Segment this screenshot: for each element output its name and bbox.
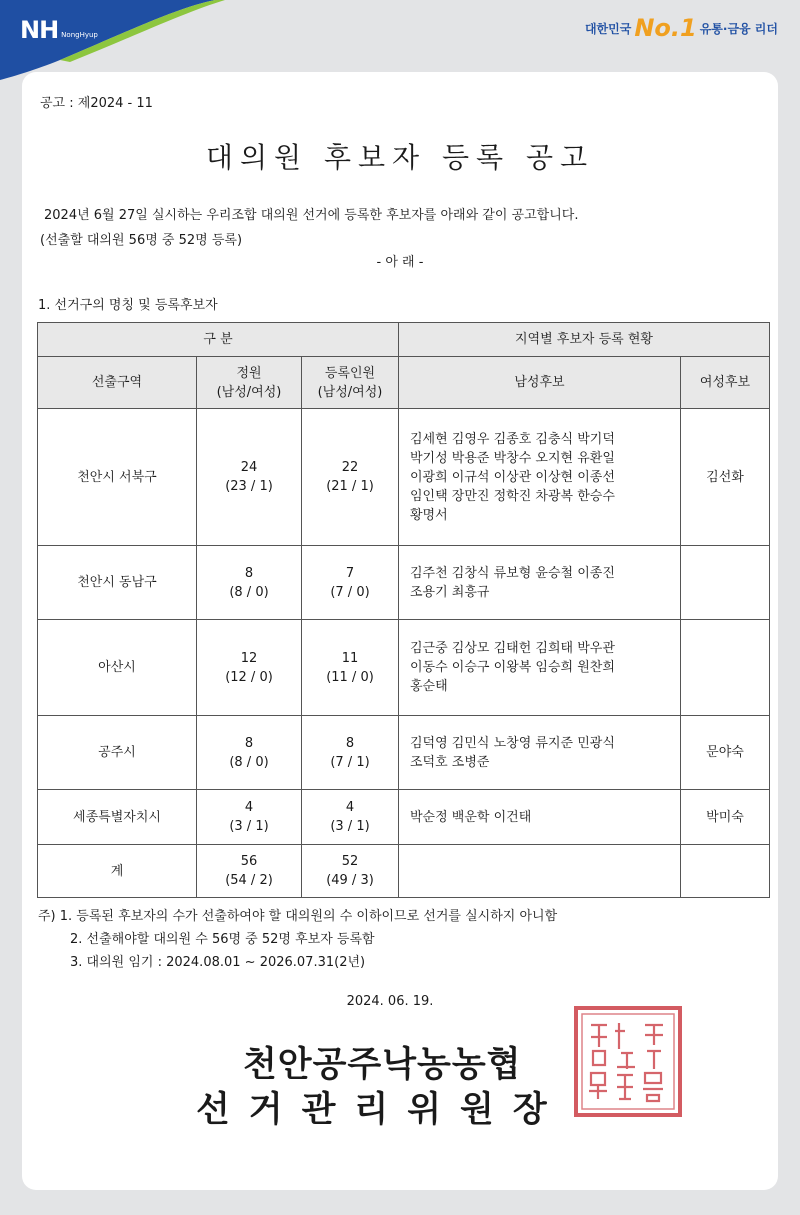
quota-total: 4 [244, 800, 254, 815]
quota-total: 12 [240, 650, 258, 666]
quota-cell [197, 620, 302, 716]
quota-split: (54 / 2) [225, 873, 273, 888]
registered-cell [302, 845, 399, 898]
slogan-prefix: 대한민국 [584, 21, 632, 36]
registered-cell [302, 409, 399, 546]
registered-total: 11 [341, 650, 359, 666]
table-row [38, 620, 770, 716]
name-line: 박기성 박용준 박창수 오지현 유환일 [410, 450, 615, 466]
note-1: 주) 1. 등록된 후보자의 수가 선출하여야 할 대의원의 수 이하이므로 선거를 실시하지 아니함 [38, 909, 558, 924]
name-line: 이광희 이규석 이상관 이상현 이종선 [410, 469, 615, 485]
table-row [38, 409, 770, 546]
header-quota [197, 357, 302, 409]
registered-total: 8 [345, 735, 355, 751]
header-regional-status: 지역별 후보자 등록 현황 [399, 323, 770, 357]
district-cell: 세종특별자치시 [38, 790, 197, 845]
notice-intro-sub: (선출할 대의원 56명 중 52명 등록) [40, 233, 243, 248]
logo-sub-text: NongHyup [61, 31, 98, 39]
name-line: 조용기 최흥규 [410, 584, 490, 600]
quota-split: (8 / 0) [229, 584, 269, 600]
header-registered-line2: (남성/여성) [317, 384, 383, 400]
section-heading: 1. 선거구의 명칭 및 등록후보자 [38, 298, 218, 313]
name-line: 김주천 김창식 류보형 윤승철 이종진 [410, 565, 615, 581]
registered-cell [302, 716, 399, 790]
total-label: 계 [38, 845, 197, 898]
district-cell: 아산시 [38, 620, 197, 716]
registered-cell [302, 790, 399, 845]
nh-nonghyup-logo[interactable] [20, 16, 98, 44]
table-total-row [38, 845, 770, 898]
quota-cell [197, 790, 302, 845]
female-candidates-cell [681, 620, 770, 716]
district-cell: 천안시 동남구 [38, 546, 197, 620]
quota-cell [197, 716, 302, 790]
quota-cell [197, 845, 302, 898]
female-candidates-cell [681, 546, 770, 620]
registered-total: 7 [345, 565, 355, 581]
issuer-organization: 천안공주낙농농협 [243, 1045, 522, 1085]
registered-split: (21 / 1) [326, 479, 374, 494]
notice-intro: 2024년 6월 27일 실시하는 우리조합 대의원 선거에 등록한 후보자를 아래와 같이 공고합니다. [44, 208, 579, 223]
male-candidates-cell [399, 546, 681, 620]
quota-cell [197, 546, 302, 620]
note-3: 3. 대의원 임기 : 2024.08.01 ~ 2026.07.31(2년) [70, 955, 366, 970]
district-cell: 천안시 서북구 [38, 409, 197, 546]
official-seal-stamp [573, 1005, 683, 1118]
notes [38, 905, 557, 974]
name-line: 이동수 이승구 이왕복 임승희 원찬희 [410, 660, 615, 675]
male-candidates-cell [399, 716, 681, 790]
registered-total: 4 [345, 800, 355, 815]
female-candidates-cell: 박미숙 [681, 790, 770, 845]
slogan-suffix: 유통·금융 리더 [699, 21, 778, 36]
header-district: 선출구역 [38, 357, 197, 409]
registered-split: (11 / 0) [326, 669, 374, 685]
registered-split: (7 / 0) [330, 584, 370, 600]
header-registered-line1: 등록인원 [324, 365, 376, 381]
header-female-candidates: 여성후보 [681, 357, 770, 409]
quota-split: (8 / 0) [229, 754, 269, 770]
header-registered [302, 357, 399, 409]
table-row [38, 790, 770, 845]
quota-split: (23 / 1) [225, 479, 273, 494]
header-male-candidates: 남성후보 [399, 357, 681, 409]
header-quota-line1: 정원 [236, 365, 262, 381]
notice-title: 대의원 후보자 등록 공고 [205, 141, 595, 174]
quota-total: 24 [240, 460, 258, 475]
male-candidates-cell [399, 790, 681, 845]
issuer-title: 선거관리위원장 [196, 1090, 566, 1130]
table-row [38, 716, 770, 790]
name-line: 홍순태 [410, 679, 448, 694]
candidate-table [37, 322, 770, 898]
registered-split: (49 / 3) [326, 873, 374, 888]
note-2: 2. 선출해야할 대의원 수 56명 중 52명 후보자 등록함 [70, 932, 375, 947]
name-line: 임인택 장만진 정학진 차광복 한승수 [410, 488, 615, 504]
female-candidates-cell: 문야숙 [681, 716, 770, 790]
male-candidates-cell [399, 409, 681, 546]
slogan-no1: No.1 [634, 14, 697, 42]
quota-split: (3 / 1) [229, 819, 269, 834]
name-line: 김근중 김상모 김태헌 김희태 박우관 [410, 641, 615, 656]
female-candidates-cell: 김선화 [681, 409, 770, 546]
logo-nh-text: NH [20, 16, 59, 44]
quota-total: 8 [244, 735, 254, 751]
registered-cell [302, 620, 399, 716]
registered-total: 22 [341, 460, 359, 475]
district-cell: 공주시 [38, 716, 197, 790]
table-header-row [38, 323, 770, 357]
name-line: 황명서 [410, 507, 448, 523]
quota-total: 8 [244, 565, 254, 581]
header-quota-line2: (남성/여성) [216, 384, 282, 400]
notice-number: 공고 : 제2024 - 11 [40, 96, 153, 111]
name-line: 조덕호 조병준 [410, 754, 490, 770]
quota-cell [197, 409, 302, 546]
header-category: 구 분 [38, 323, 399, 357]
quota-total: 56 [240, 854, 258, 869]
name-line: 김덕영 김민식 노창영 류지준 민광식 [410, 735, 615, 751]
site-header [0, 0, 800, 80]
below-marker: - 아 래 - [376, 255, 424, 270]
quota-split: (12 / 0) [225, 669, 273, 685]
slogan [585, 14, 778, 42]
notice-date: 2024. 06. 19. [346, 994, 434, 1009]
male-candidates-cell [399, 620, 681, 716]
registered-cell [302, 546, 399, 620]
registered-total: 52 [341, 854, 359, 869]
table-subheader-row [38, 357, 770, 409]
name-line: 박순정 백운학 이건태 [410, 809, 532, 825]
male-candidates-cell [399, 845, 681, 898]
registered-split: (7 / 1) [330, 754, 370, 770]
name-line: 김세현 김영우 김종호 김충식 박기덕 [410, 431, 615, 447]
female-candidates-cell [681, 845, 770, 898]
table-row [38, 546, 770, 620]
registered-split: (3 / 1) [330, 819, 370, 834]
